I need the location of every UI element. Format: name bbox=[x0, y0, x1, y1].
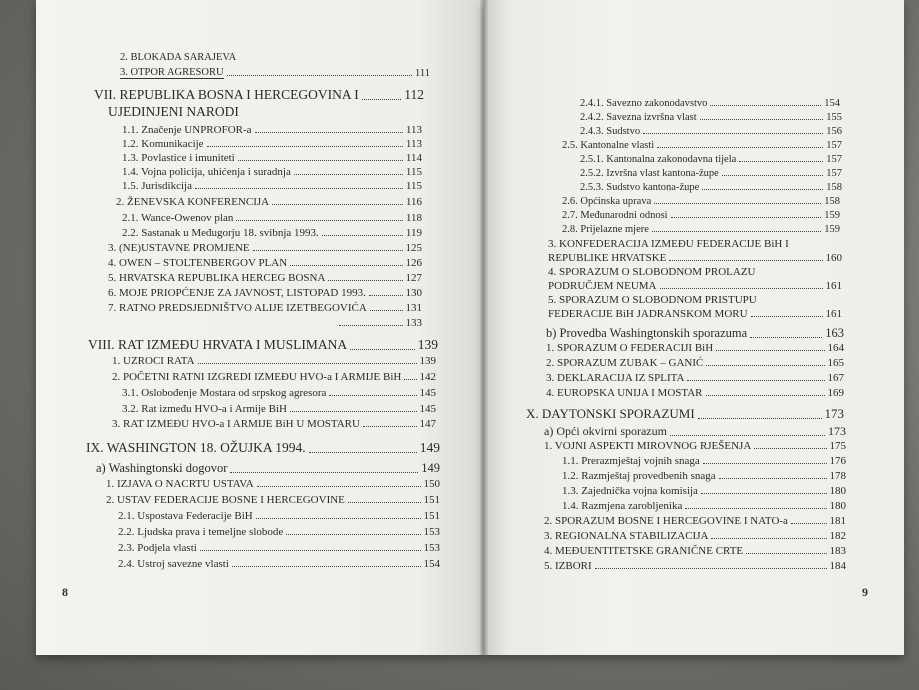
toc-entry-page: 125 bbox=[405, 242, 422, 254]
toc-entry-title: 2.5.2. Izvršna vlast kantona-župe bbox=[580, 168, 719, 179]
toc-leader-dots bbox=[722, 175, 823, 176]
toc-entry-page: 178 bbox=[829, 470, 846, 482]
left-toc-entry bbox=[122, 124, 422, 136]
toc-entry-title: 5. SPORAZUM O SLOBODNOM PRISTUPU bbox=[548, 294, 757, 306]
toc-leader-dots bbox=[654, 203, 821, 204]
toc-entry-title: 2.5.1. Kantonalna zakonodavna tijela bbox=[580, 154, 737, 165]
toc-leader-dots bbox=[706, 395, 825, 396]
toc-entry-page: 119 bbox=[405, 227, 422, 239]
toc-entry-page: 111 bbox=[415, 68, 430, 79]
toc-entry-page: 145 bbox=[419, 387, 436, 399]
right-toc-entry bbox=[548, 308, 842, 320]
toc-entry-page: 161 bbox=[825, 308, 842, 320]
left-toc-entry bbox=[108, 287, 422, 299]
toc-entry-page: 118 bbox=[405, 212, 422, 224]
left-toc-entry bbox=[118, 542, 440, 554]
toc-entry-page: 175 bbox=[829, 440, 846, 452]
toc-entry-page: 183 bbox=[829, 545, 846, 557]
left-toc-entry bbox=[108, 257, 422, 269]
left-toc-entry bbox=[118, 526, 440, 538]
toc-leader-dots bbox=[195, 188, 403, 189]
book-spine bbox=[480, 0, 488, 655]
toc-entry-page: 167 bbox=[827, 372, 844, 384]
toc-entry-title: 4. OWEN – STOLTENBERGOV PLAN bbox=[108, 257, 288, 269]
toc-entry-title: REPUBLIKE HRVATSKE bbox=[548, 252, 667, 264]
toc-entry-title: 1.1. Prerazmještaj vojnih snaga bbox=[562, 455, 700, 467]
toc-leader-dots bbox=[404, 379, 416, 380]
left-toc-entry bbox=[120, 52, 430, 63]
toc-entry-title: 4. EUROPSKA UNIJA I MOSTAR bbox=[546, 387, 703, 399]
right-toc-entry bbox=[546, 387, 844, 399]
toc-entry-title: 2.7. Međunarodni odnosi bbox=[562, 210, 668, 221]
toc-entry-title: 2. SPORAZUM ZUBAK – GANIĆ bbox=[546, 357, 704, 369]
left-page-number: 8 bbox=[62, 585, 68, 599]
toc-entry-page: 155 bbox=[826, 112, 842, 123]
left-toc-entry bbox=[122, 212, 422, 224]
toc-entry-title: a) Washingtonski dogovor bbox=[96, 461, 228, 475]
toc-leader-dots bbox=[670, 435, 825, 436]
toc-entry-title: 1. IZJAVA O NACRTU USTAVA bbox=[106, 478, 254, 490]
toc-entry-page: 150 bbox=[423, 478, 440, 490]
toc-entry-title: 1.4. Vojna policija, uhićenja i suradnja bbox=[122, 166, 291, 178]
toc-leader-dots bbox=[369, 295, 403, 296]
toc-entry-page: 158 bbox=[824, 196, 840, 207]
right-toc-entry bbox=[562, 500, 846, 512]
toc-entry-page: 180 bbox=[829, 500, 846, 512]
toc-entry-title: 2.4.2. Savezna izvršna vlast bbox=[580, 112, 697, 123]
left-toc-entry bbox=[106, 494, 440, 506]
toc-entry-page: 127 bbox=[405, 272, 422, 284]
toc-entry-title: 2. SPORAZUM BOSNE I HERCEGOVINE I NATO-a bbox=[544, 515, 788, 527]
toc-leader-dots bbox=[257, 486, 421, 487]
toc-entry-page: 169 bbox=[827, 387, 844, 399]
toc-entry-title: 2. ŽENEVSKA KONFERENCIJA bbox=[116, 196, 270, 208]
toc-leader-dots bbox=[643, 133, 823, 134]
toc-leader-dots bbox=[751, 316, 823, 317]
right-toc-entry bbox=[548, 280, 842, 292]
toc-leader-dots bbox=[660, 288, 823, 289]
right-toc-entry bbox=[562, 485, 846, 497]
left-toc-entry bbox=[94, 87, 424, 103]
toc-entry-page: 151 bbox=[423, 494, 440, 506]
left-toc-entry bbox=[108, 242, 422, 254]
toc-entry-title: 1.3. Povlastice i imuniteti bbox=[122, 152, 235, 164]
toc-leader-dots bbox=[232, 566, 421, 567]
right-toc-entry bbox=[546, 372, 844, 384]
toc-entry-title: 1. VOJNI ASPEKTI MIROVNOG RJEŠENJA bbox=[544, 440, 752, 452]
toc-leader-dots bbox=[754, 448, 826, 449]
left-toc-entry bbox=[122, 138, 422, 150]
toc-entry-title: 2.1. Uspostava Federacije BiH bbox=[118, 510, 253, 522]
left-book-page bbox=[36, 0, 484, 655]
toc-leader-dots bbox=[294, 174, 403, 175]
toc-leader-dots bbox=[750, 337, 822, 338]
toc-entry-page: 157 bbox=[826, 140, 842, 151]
toc-entry-title: 4. SPORAZUM O SLOBODNOM PROLAZU bbox=[548, 266, 756, 278]
toc-entry-title: 2.4.1. Savezno zakonodavstvo bbox=[580, 98, 708, 109]
toc-entry-page: 154 bbox=[824, 98, 840, 109]
toc-leader-dots bbox=[230, 472, 418, 473]
toc-leader-dots bbox=[657, 147, 823, 148]
toc-entry-title: 2.4.3. Sudstvo bbox=[580, 126, 641, 137]
toc-entry-page: 173 bbox=[824, 406, 844, 421]
toc-leader-dots bbox=[350, 349, 415, 350]
toc-leader-dots bbox=[687, 380, 824, 381]
toc-leader-dots bbox=[329, 395, 416, 396]
right-toc-entry bbox=[562, 196, 840, 207]
toc-entry-title: 1.5. Jurisdikcija bbox=[122, 180, 192, 192]
toc-entry-page: 159 bbox=[824, 224, 840, 235]
toc-entry-page: 112 bbox=[404, 87, 424, 102]
right-toc-entry bbox=[526, 406, 844, 422]
toc-entry-page: 159 bbox=[824, 210, 840, 221]
toc-leader-dots bbox=[700, 119, 824, 120]
toc-entry-title: PODRUČJEM NEUMA bbox=[548, 280, 657, 292]
toc-entry-page: 165 bbox=[827, 357, 844, 369]
toc-entry-page: 164 bbox=[827, 342, 844, 354]
left-toc-entry bbox=[116, 196, 422, 208]
left-toc-entry bbox=[88, 337, 438, 353]
toc-leader-dots bbox=[671, 217, 822, 218]
toc-entry-title: 2.5. Kantonalne vlasti bbox=[562, 140, 655, 151]
left-toc-entry bbox=[122, 180, 422, 192]
toc-leader-dots bbox=[256, 518, 421, 519]
right-toc-entry bbox=[548, 238, 808, 250]
left-toc-entry bbox=[122, 166, 422, 178]
toc-entry-page: 184 bbox=[829, 560, 846, 572]
toc-entry-page: 113 bbox=[405, 138, 422, 150]
toc-entry-page: 130 bbox=[405, 287, 422, 299]
toc-leader-dots bbox=[255, 132, 403, 133]
toc-leader-dots bbox=[669, 260, 822, 261]
toc-entry-title: 3. DEKLARACIJA IZ SPLITA bbox=[546, 372, 685, 384]
toc-leader-dots bbox=[652, 231, 821, 232]
right-toc-entry bbox=[546, 342, 844, 354]
toc-entry-title: b) Provedba Washingtonskih sporazuma bbox=[546, 326, 748, 340]
toc-leader-dots bbox=[595, 568, 827, 569]
left-toc-entry bbox=[96, 461, 440, 476]
left-toc-entry bbox=[108, 302, 422, 314]
toc-leader-dots bbox=[227, 75, 412, 76]
toc-entry-page: 153 bbox=[423, 542, 440, 554]
toc-entry-title: 7. RATNO PREDSJEDNIŠTVO ALIJE IZETBEGOVIĆA bbox=[108, 302, 367, 314]
toc-entry-title: 2.5.3. Sudstvo kantona-župe bbox=[580, 182, 700, 193]
toc-entry-title: 3.1. Oslobođenje Mostara od srpskog agresora bbox=[122, 387, 327, 399]
toc-leader-dots bbox=[198, 363, 417, 364]
toc-leader-dots bbox=[272, 204, 403, 205]
left-toc-entry bbox=[122, 227, 422, 239]
toc-leader-dots bbox=[702, 189, 823, 190]
right-toc-entry bbox=[562, 224, 840, 235]
left-toc-entry bbox=[122, 403, 436, 415]
toc-entry-title: 2.2. Sastanak u Međugorju 18. svibnja 1993. bbox=[122, 227, 319, 239]
toc-leader-dots bbox=[739, 161, 823, 162]
toc-entry-page: 126 bbox=[405, 257, 422, 269]
toc-entry-page: 151 bbox=[423, 510, 440, 522]
toc-entry-title: 5. IZBORI bbox=[544, 560, 592, 572]
toc-leader-dots bbox=[703, 463, 827, 464]
toc-entry-title: 6. MOJE PRIOPĆENJE ZA JAVNOST, LISTOPAD 1993. bbox=[108, 287, 366, 299]
toc-entry-title: 2.8. Prijelazne mjere bbox=[562, 224, 649, 235]
toc-entry-title: UJEDINJENI NARODI bbox=[108, 104, 239, 119]
toc-entry-page: 147 bbox=[419, 418, 436, 430]
toc-entry-page: 158 bbox=[826, 182, 842, 193]
right-toc-entry bbox=[544, 424, 846, 439]
toc-entry-title: 2.4. Ustroj savezne vlasti bbox=[118, 558, 229, 570]
toc-leader-dots bbox=[236, 220, 403, 221]
toc-entry-title: 1. SPORAZUM O FEDERACIJI BiH bbox=[546, 342, 714, 354]
left-toc-entry bbox=[122, 152, 422, 164]
right-toc-entry bbox=[580, 182, 842, 193]
left-toc-entry bbox=[108, 272, 422, 284]
toc-entry-page: 149 bbox=[419, 440, 440, 455]
toc-entry-title: 2. USTAV FEDERACIJE BOSNE I HERCEGOVINE bbox=[106, 494, 345, 506]
left-toc-entry bbox=[122, 387, 436, 399]
toc-leader-dots bbox=[685, 508, 826, 509]
right-toc-entry bbox=[546, 326, 844, 341]
toc-entry-title: 3. REGIONALNA STABILIZACIJA bbox=[544, 530, 709, 542]
toc-entry-page: 182 bbox=[829, 530, 846, 542]
toc-entry-page: 154 bbox=[423, 558, 440, 570]
toc-entry-page: 131 bbox=[405, 302, 422, 314]
toc-entry-page: 114 bbox=[405, 152, 422, 164]
right-toc-entry bbox=[562, 470, 846, 482]
toc-entry-page: 142 bbox=[419, 371, 436, 383]
toc-entry-title: 2.6. Općinska uprava bbox=[562, 196, 652, 207]
toc-entry-title: IX. WASHINGTON 18. OŽUJKA 1994. bbox=[86, 440, 306, 455]
right-toc-entry bbox=[580, 126, 842, 137]
toc-leader-dots bbox=[200, 550, 421, 551]
toc-entry-title: X. DAYTONSKI SPORAZUMI bbox=[526, 406, 695, 421]
toc-entry-page: 145 bbox=[419, 403, 436, 415]
toc-leader-dots bbox=[339, 325, 403, 326]
toc-entry-page: 161 bbox=[825, 280, 842, 292]
right-toc-entry bbox=[580, 112, 842, 123]
toc-leader-dots bbox=[286, 534, 420, 535]
toc-entry-title: 1.2. Razmještaj provedbenih snaga bbox=[562, 470, 716, 482]
toc-leader-dots bbox=[362, 99, 401, 100]
right-toc-entry bbox=[544, 560, 846, 572]
left-toc-entry bbox=[336, 317, 422, 329]
right-toc-entry bbox=[562, 210, 840, 221]
left-toc-entry bbox=[118, 558, 440, 570]
toc-entry-title: 3. KONFEDERACIJA IZMEĐU FEDERACIJE BiH I bbox=[548, 238, 789, 250]
left-toc-entry bbox=[112, 355, 436, 367]
toc-entry-title: 2.1. Wance-Owenov plan bbox=[122, 212, 234, 224]
toc-leader-dots bbox=[290, 411, 417, 412]
toc-leader-dots bbox=[348, 502, 421, 503]
toc-leader-dots bbox=[328, 280, 402, 281]
toc-entry-title: VII. REPUBLIKA BOSNA I HERCEGOVINA I bbox=[94, 87, 359, 102]
toc-leader-dots bbox=[701, 493, 827, 494]
toc-entry-title: 4. MEĐUENTITETSKE GRANIČNE CRTE bbox=[544, 545, 744, 557]
right-toc-entry bbox=[544, 545, 846, 557]
toc-entry-title: a) Opći okvirni sporazum bbox=[544, 424, 667, 438]
toc-entry-page: 163 bbox=[825, 326, 844, 340]
toc-entry-page: 157 bbox=[826, 154, 842, 165]
right-page-number: 9 bbox=[862, 585, 868, 599]
right-toc-entry bbox=[548, 266, 808, 278]
toc-leader-dots bbox=[290, 265, 402, 266]
left-toc-entry bbox=[118, 510, 440, 522]
right-toc-entry bbox=[546, 357, 844, 369]
toc-leader-dots bbox=[253, 250, 403, 251]
toc-leader-dots bbox=[746, 553, 826, 554]
toc-entry-title: FEDERACIJE BiH JADRANSKOM MORU bbox=[548, 308, 748, 320]
toc-entry-page: 156 bbox=[826, 126, 842, 137]
toc-entry-title: 3.2. Rat između HVO-a i Armije BiH bbox=[122, 403, 287, 415]
right-toc-entry bbox=[562, 140, 842, 151]
left-toc-entry bbox=[106, 478, 440, 490]
right-book-page bbox=[484, 0, 904, 655]
toc-leader-dots bbox=[791, 523, 827, 524]
toc-leader-dots bbox=[698, 418, 822, 419]
right-toc-entry bbox=[580, 168, 842, 179]
toc-entry-page: 176 bbox=[829, 455, 846, 467]
toc-entry-page: 181 bbox=[829, 515, 846, 527]
toc-entry-title: 1.4. Razmjena zarobljenika bbox=[562, 500, 683, 512]
toc-leader-dots bbox=[719, 478, 827, 479]
toc-leader-dots bbox=[706, 365, 824, 366]
right-toc-entry bbox=[544, 530, 846, 542]
toc-entry-page: 115 bbox=[405, 180, 422, 192]
left-toc-entry bbox=[112, 371, 436, 383]
toc-entry-title: 1.1. Značenje UNPROFOR-a bbox=[122, 124, 252, 136]
toc-leader-dots bbox=[370, 310, 403, 311]
left-toc-entry bbox=[112, 418, 436, 430]
toc-entry-title: 2. POČETNI RATNI IZGREDI IZMEĐU HVO-a I ARMIJE BiH bbox=[112, 371, 402, 383]
toc-entry-title: 3. OTPOR AGRESORU bbox=[120, 67, 224, 78]
toc-entry-title: 2.3. Podjela vlasti bbox=[118, 542, 197, 554]
toc-entry-page: 173 bbox=[828, 424, 846, 438]
toc-leader-dots bbox=[711, 538, 826, 539]
toc-entry-page: 180 bbox=[829, 485, 846, 497]
right-toc-entry bbox=[544, 440, 846, 452]
toc-entry-title: 1.3. Zajednička vojna komisija bbox=[562, 485, 698, 497]
toc-entry-page: 139 bbox=[419, 355, 436, 367]
left-toc-entry bbox=[120, 67, 430, 79]
toc-entry-title: 2.2. Ljudska prava i temeljne slobode bbox=[118, 526, 284, 538]
toc-entry-title: 5. HRVATSKA REPUBLIKA HERCEG BOSNA bbox=[108, 272, 326, 284]
toc-entry-title: 2. BLOKADA SARAJEVA bbox=[120, 52, 237, 63]
right-toc-entry bbox=[548, 252, 842, 264]
toc-leader-dots bbox=[322, 235, 403, 236]
toc-entry-page: 133 bbox=[405, 317, 422, 329]
toc-entry-title: 3. (NE)USTAVNE PROMJENE bbox=[108, 242, 250, 254]
toc-entry-page: 115 bbox=[405, 166, 422, 178]
toc-leader-dots bbox=[363, 426, 417, 427]
toc-entry-page: 116 bbox=[405, 196, 422, 208]
right-toc-entry bbox=[548, 294, 808, 306]
toc-entry-title: 3. RAT IZMEĐU HVO-a I ARMIJE BiH U MOSTARU bbox=[112, 418, 360, 430]
toc-entry-page: 160 bbox=[825, 252, 842, 264]
left-toc-entry bbox=[108, 104, 368, 120]
left-toc-entry bbox=[86, 440, 440, 456]
right-toc-entry bbox=[580, 154, 842, 165]
toc-leader-dots bbox=[207, 146, 403, 147]
toc-leader-dots bbox=[716, 350, 824, 351]
toc-entry-page: 153 bbox=[423, 526, 440, 538]
toc-entry-title: 1. UZROCI RATA bbox=[112, 355, 195, 367]
toc-leader-dots bbox=[309, 452, 417, 453]
toc-entry-title: 1.2. Komunikacije bbox=[122, 138, 204, 150]
toc-entry-page: 149 bbox=[421, 461, 440, 475]
toc-entry-page: 113 bbox=[405, 124, 422, 136]
toc-entry-title: VIII. RAT IZMEĐU HRVATA I MUSLIMANA bbox=[88, 337, 348, 352]
right-toc-entry bbox=[544, 515, 846, 527]
toc-leader-dots bbox=[238, 160, 403, 161]
toc-entry-page: 139 bbox=[417, 337, 438, 352]
toc-entry-page: 157 bbox=[826, 168, 842, 179]
right-toc-entry bbox=[562, 455, 846, 467]
right-toc-entry bbox=[580, 98, 840, 109]
toc-leader-dots bbox=[710, 105, 821, 106]
